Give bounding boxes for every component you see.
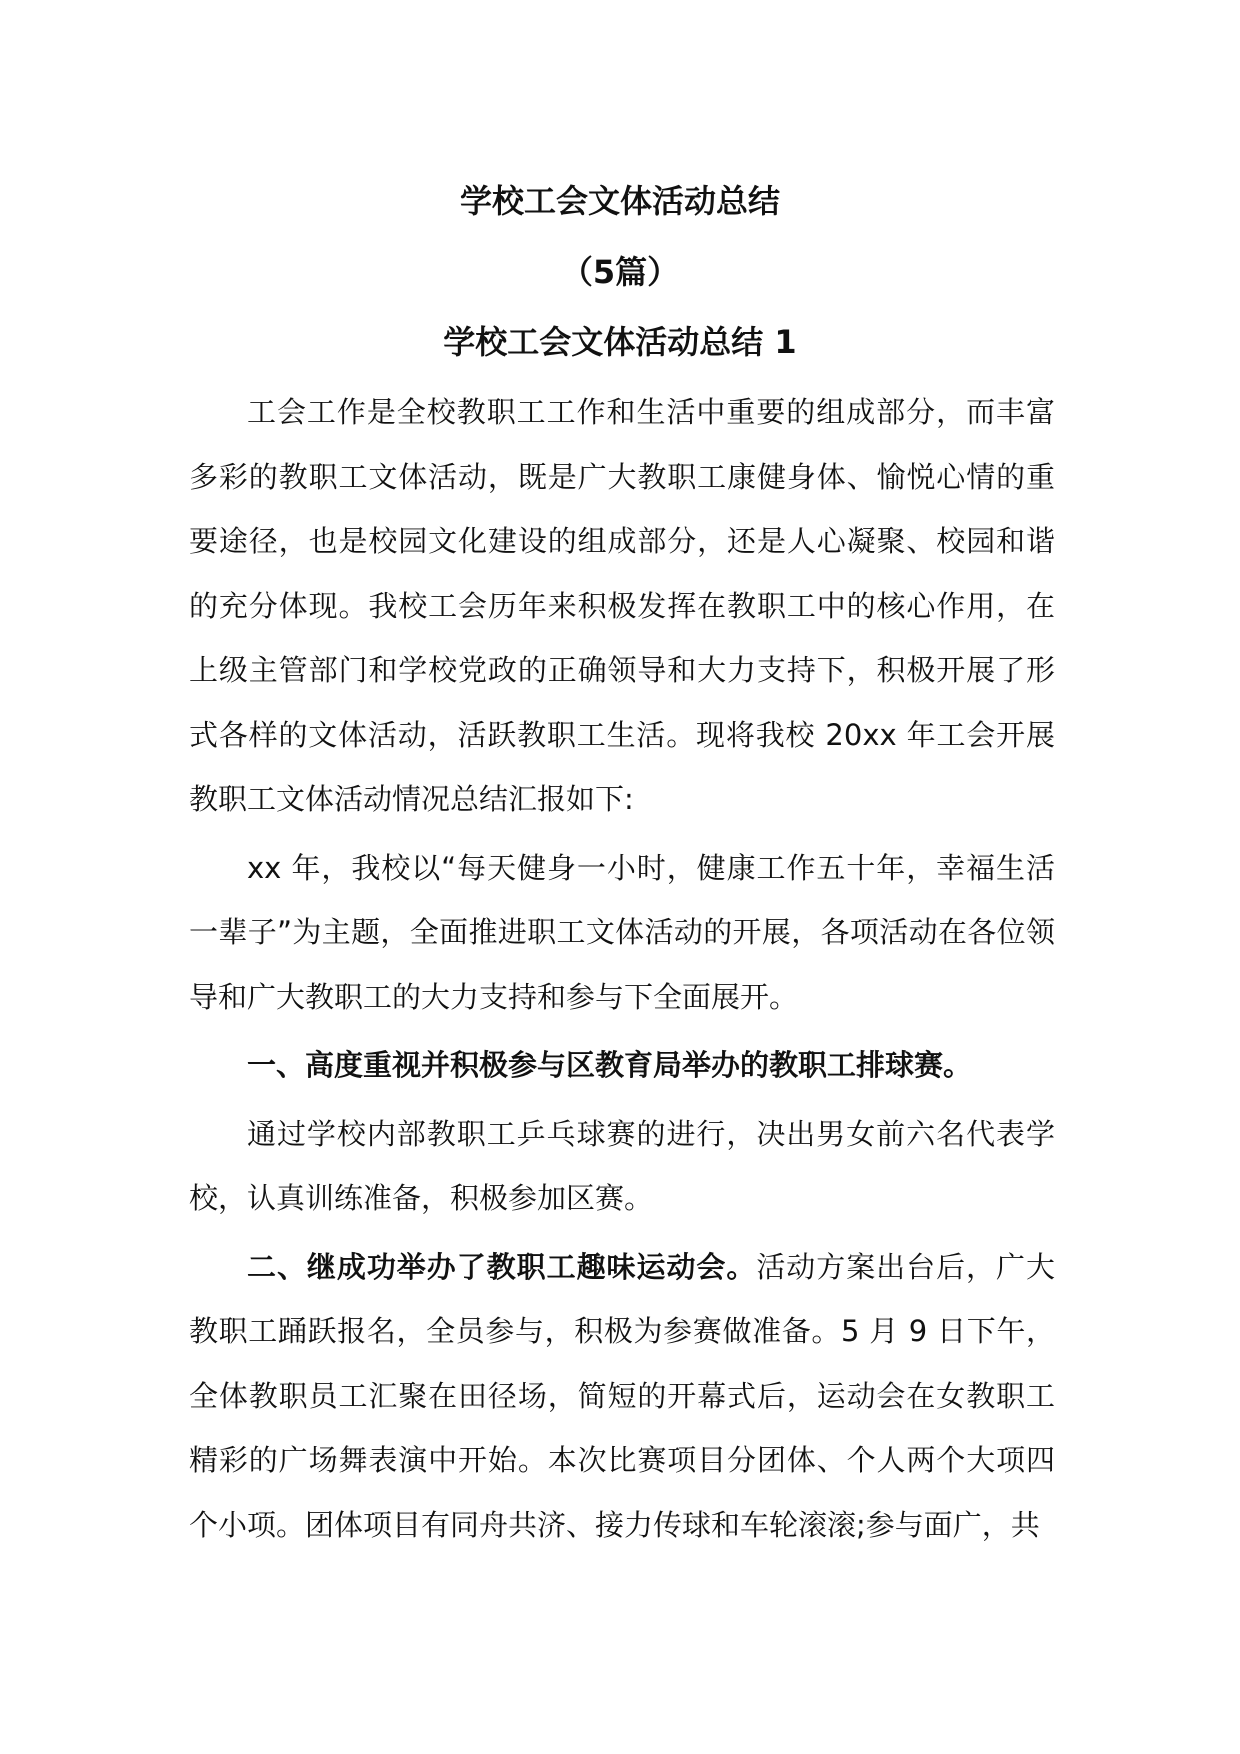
document-body: [189, 380, 1055, 1557]
section-title: 学校工会文体活动总结 1: [443, 323, 797, 361]
paragraph-sports-meet: [189, 1235, 1055, 1558]
heading-sports-meet: 二、继成功举办了教职工趣味运动会。: [247, 1249, 757, 1284]
paragraph-volleyball: 通过学校内部教职工乒乓球赛的进行，决出男女前六名代表学校，认真训练准备，积极参加区赛。: [189, 1116, 1055, 1215]
document-subtitle: （5篇）: [560, 253, 680, 291]
paragraph-intro: 工会工作是全校教职工工作和生活中重要的组成部分，而丰富多彩的教职工文体活动，既是广大教职工康健身体、愉悦心情的重要途径，也是校园文化建设的组成部分，还是人心凝聚、校园和谐的充分体现。我校工会历年来积极发挥在教职工中的核心作用，在上级主管部门和学校党政的正确领导和大力支持下，积极开展了形式各样的文体活动，活跃教职工生活。现将我校 20xx 年工会开展教职工文体活动情况总结汇报如下:: [189, 395, 1055, 816]
paragraph-sports-meet-text: 活动方案出台后，广大教职工踊跃报名，全员参与，积极为参赛做准备。5 月 9 日下午，全体教职员工汇聚在田径场，简短的开幕式后，运动会在女教职工精彩的广场舞表演中开始。本次比赛项目分团体、个人两个大项四个小项。团体项目有同舟共济、接力传球和车轮滚滚;参与面广，共: [189, 1249, 1055, 1542]
heading-volleyball: 一、高度重视并积极参与区教育局举办的教职工排球赛。: [247, 1048, 973, 1082]
document-title: 学校工会文体活动总结: [459, 182, 780, 220]
paragraph-theme: xx 年，我校以“每天健身一小时，健康工作五十年，幸福生活一辈子”为主题，全面推进职工文体活动的开展，各项活动在各位领导和广大教职工的大力支持和参与下全面展开。: [189, 850, 1055, 1014]
